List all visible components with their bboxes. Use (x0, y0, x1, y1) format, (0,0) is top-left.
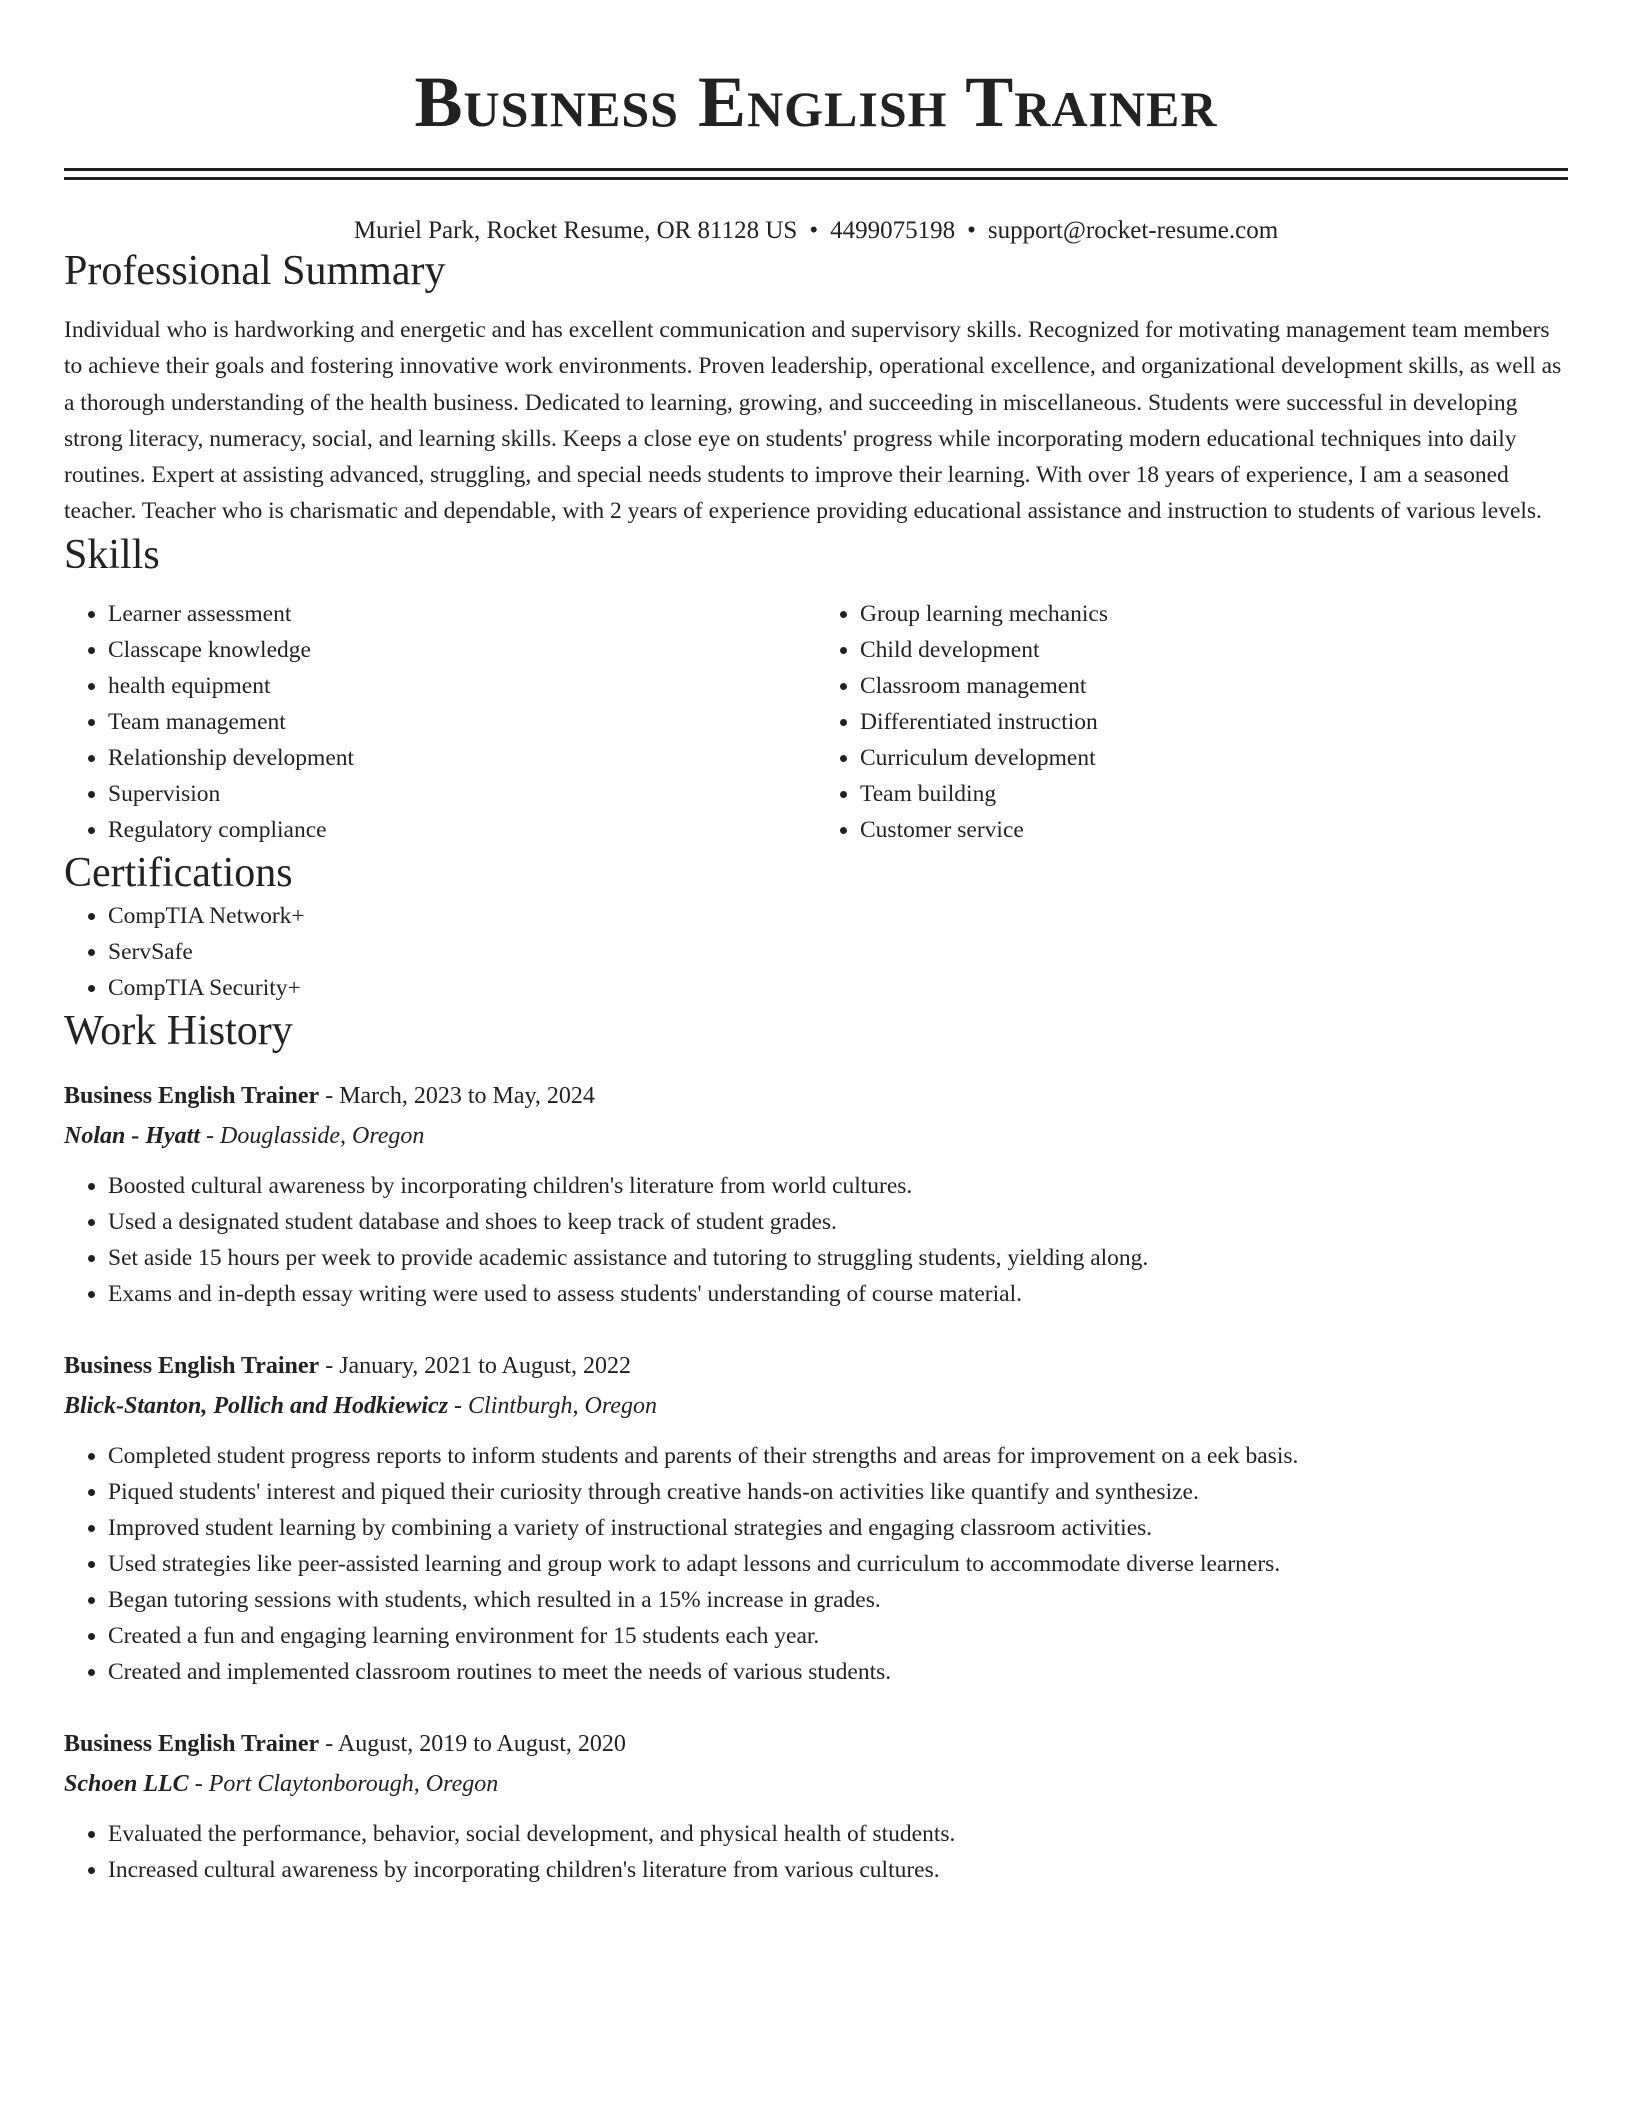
job-bullet: • Piqued students' interest and piqued their curiosity through creative hands-on activities like quantify and synthesize. (108, 1474, 1568, 1510)
skill-item: • Team management (108, 704, 816, 740)
summary-text: Individual who is hardworking and energetic and has excellent communication and supervisory skills. Recognized for motivating management team members to achieve their goals and fostering innovative work environments. Proven leadership, operational excellence, and organizational development skills, as well as a thorough understanding of the health business. Dedicated to learning, growing, and succeeding in miscellaneous. Students were successful in developing strong literacy, numeracy, social, and learning skills. Keeps a close eye on students' progress while incorporating modern educational techniques into daily routines. Expert at assisting advanced, struggling, and special needs students to improve their learning. With over 18 years of experience, I am a seasoned teacher. Teacher who is charismatic and dependable, with 2 years of experience providing educational assistance and instruction to students of various levels. (64, 317, 1562, 525)
job-title: Business English Trainer (64, 1082, 320, 1109)
skills-list-right (816, 596, 1568, 848)
certification-item: • CompTIA Security+ (108, 970, 1568, 1006)
certification-item: • ServSafe (108, 934, 1568, 970)
job-bullets (64, 1438, 1568, 1690)
job-bullet: • Began tutoring sessions with students, which resulted in a 15% increase in grades. (108, 1582, 1568, 1618)
job-title: Business English Trainer (64, 1730, 320, 1757)
job-bullet: • Created a fun and engaging learning environment for 15 students each year. (108, 1618, 1568, 1654)
job-bullet: • Used a designated student database and shoes to keep track of student grades. (108, 1204, 1568, 1240)
dash: - (319, 1082, 340, 1109)
skill-item: • Child development (860, 632, 1568, 668)
dash: - (319, 1730, 338, 1757)
job-bullet: • Improved student learning by combining a variety of instructional strategies and engaging classroom activities. (108, 1510, 1568, 1546)
job-bullet: • Used strategies like peer-assisted learning and group work to adapt lessons and curriculum to accommodate diverse learners. (108, 1546, 1568, 1582)
title-divider-top (64, 168, 1568, 171)
skill-item: • Team building (860, 776, 1568, 812)
job-bullet: • Exams and in-depth essay writing were used to assess students' understanding of course material. (108, 1276, 1568, 1312)
skills-columns (64, 596, 1568, 848)
job-title-line (64, 1346, 1568, 1386)
job-dates: August, 2019 to August, 2020 (337, 1730, 626, 1757)
job-bullet: • Evaluated the performance, behavior, social development, and physical health of students. (108, 1816, 1568, 1852)
dash: - (200, 1122, 220, 1149)
job-bullets (64, 1168, 1568, 1312)
contact-separator: • (967, 217, 976, 244)
company-line (64, 1386, 1568, 1426)
resume-title: Business English Trainer (414, 62, 1218, 142)
job-entry (64, 1724, 1568, 1888)
summary-heading: Professional Summary (64, 248, 446, 294)
contact-email: support@rocket-resume.com (987, 217, 1279, 244)
dash: - (448, 1392, 469, 1419)
skill-item: • Classcape knowledge (108, 632, 816, 668)
skills-list-left (64, 596, 816, 848)
contact-separator: • (809, 217, 819, 244)
skill-item: • Regulatory compliance (108, 812, 816, 848)
job-bullet: • Completed student progress reports to inform students and parents of their strengths and areas for improvement on a eek basis. (108, 1438, 1568, 1474)
company-location: Clintburgh, Oregon (468, 1392, 657, 1419)
skill-item: • Learner assessment (108, 596, 816, 632)
skills-heading: Skills (64, 531, 160, 578)
certifications-list (64, 898, 1568, 1006)
job-dates: March, 2023 to May, 2024 (339, 1082, 595, 1109)
job-title-line (64, 1724, 1568, 1764)
company-location: Port Claytonborough, Oregon (208, 1770, 499, 1797)
job-bullet: • Increased cultural awareness by incorporating children's literature from various cultures. (108, 1852, 1568, 1888)
company-name: Blick-Stanton, Pollich and Hodkiewicz (64, 1392, 449, 1419)
job-title-line (64, 1076, 1568, 1116)
skill-item: • Group learning mechanics (860, 596, 1568, 632)
job-dates: January, 2021 to August, 2022 (339, 1352, 631, 1379)
certification-item: • CompTIA Network+ (108, 898, 1568, 934)
skill-item: • Customer service (860, 812, 1568, 848)
company-name: Schoen LLC (64, 1770, 189, 1797)
dash: - (319, 1352, 340, 1379)
contact-address: Muriel Park, Rocket Resume, OR 81128 US (353, 217, 798, 244)
company-line (64, 1764, 1568, 1804)
job-bullet: • Set aside 15 hours per week to provide academic assistance and tutoring to struggling students, yielding along. (108, 1240, 1568, 1276)
company-line (64, 1116, 1568, 1156)
title-divider-bottom (64, 177, 1568, 180)
job-title: Business English Trainer (64, 1352, 320, 1379)
skill-item: • Classroom management (860, 668, 1568, 704)
company-name: Nolan - Hyatt (64, 1122, 200, 1149)
job-bullet: • Created and implemented classroom routines to meet the needs of various students. (108, 1654, 1568, 1690)
job-entry (64, 1346, 1568, 1690)
dash: - (188, 1770, 209, 1797)
skill-item: • Supervision (108, 776, 816, 812)
contact-line (64, 216, 1568, 246)
company-location: Douglasside, Oregon (220, 1122, 425, 1149)
skill-item: • Curriculum development (860, 740, 1568, 776)
contact-phone: 4499075198 (830, 217, 956, 244)
certifications-heading: Certifications (64, 849, 293, 896)
job-bullet: • Boosted cultural awareness by incorporating children's literature from world cultures. (108, 1168, 1568, 1204)
skill-item: • Differentiated instruction (860, 704, 1568, 740)
skill-item: • Relationship development (108, 740, 816, 776)
work-history-heading: Work History (64, 1007, 293, 1054)
job-bullets (64, 1816, 1568, 1888)
resume-page (64, 0, 1568, 1888)
job-entry (64, 1076, 1568, 1312)
skill-item: • health equipment (108, 668, 816, 704)
